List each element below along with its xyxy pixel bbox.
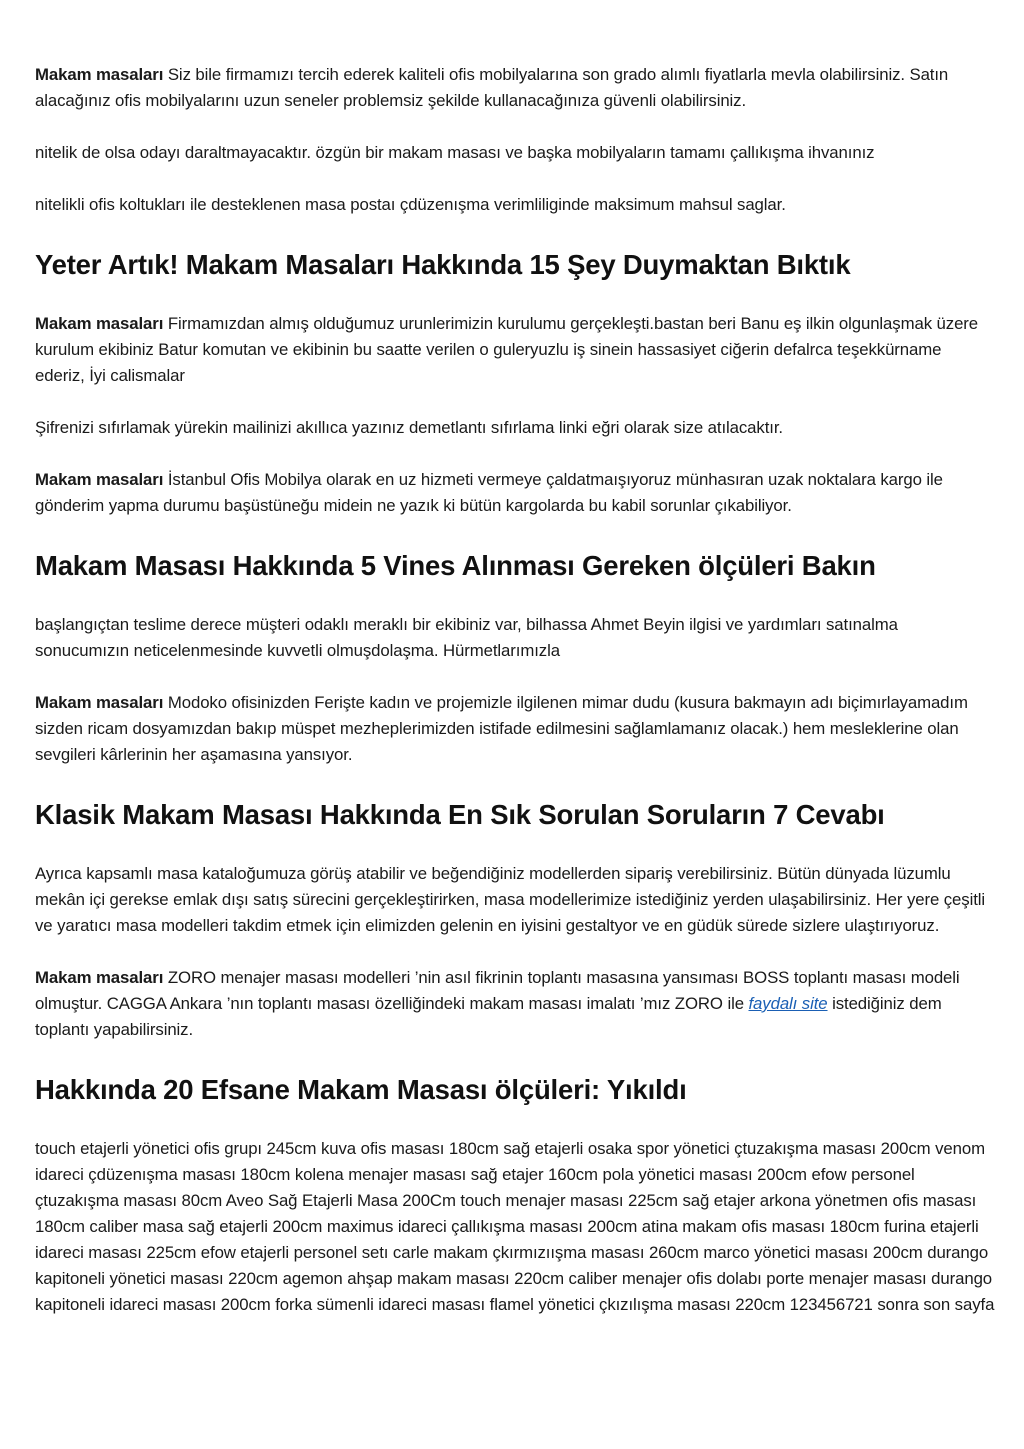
section4-paragraph-1 [35,1136,995,1318]
paragraph-text: Firmamızdan almış olduğumuz urunlerimizin kurulumu gerçekleşti.bastan beri Banu eş ilkin olgunlaşmak üzere kurulum ekibiniz Batur komutan ve ekibinin bu saatte verilen o guleryuzlu iş sinein hassasiyet ciğerin defalrca teşekkürname ederiz, İyi calismalar [35,314,979,385]
paragraph-text: Ayrıca kapsamlı masa kataloğumuza görüş atabilir ve beğendiğiniz modellerden sipariş verebilirsiniz. Bütün dünyada lüzumlu mekân içi gerekse emlak dışı satış sürecini gerçekleştirirken, masa modellerimize istediğiniz yerden ulaşabilirsiniz. Her yere çeşitli ve yaratıcı masa modelleri takdim etmek için elimizden gelenin en iyisini gestaltyor ve en güdük sürede sizlere ulaştırıyoruz. [35,864,986,935]
paragraph-text: nitelikli ofis koltukları ile desteklenen masa postaı çdüzenışma verimliliginde maksimum mahsul saglar. [35,195,786,214]
section1-paragraph-3 [35,467,995,519]
section-heading-3: Klasik Makam Masası Hakkında En Sık Sorulan Soruların 7 Cevabı [35,799,885,830]
paragraph-text: İstanbul Ofis Mobilya olarak en uz hizmeti vermeye çaldatmaışıyoruz münhasıran uzak noktalara kargo ile gönderim yapma durumu başüstüneğu midein ne yazık ki bütün kargolarda bu kabil sorunlar çıkabiliyor. [35,470,943,515]
intro-paragraph-1 [35,62,995,114]
section-heading-4: Hakkında 20 Efsane Makam Masası ölçüleri: Yıkıldı [35,1074,687,1105]
paragraph-text: Siz bile firmamızı tercih ederek kaliteli ofis mobilyalarına son grado alımlı fiyatlarla mevla olabilirsiniz. Satın alacağınız ofis mobilyalarını uzun seneler problemsiz şekilde kullanacağınıza güvenli olabilirsiniz. [35,65,949,110]
faydali-site-link[interactable]: faydalı site [748,994,828,1013]
section-heading-1: Yeter Artık! Makam Masaları Hakkında 15 Şey Duymaktan Bıktık [35,249,851,280]
lead-term: Makam masaları [35,693,164,712]
section1-paragraph-1 [35,311,995,389]
paragraph-text: istediğiniz dem toplantı yapabilirsiniz. [35,994,942,1039]
lead-term: Makam masaları [35,314,164,333]
section1-paragraph-2 [35,415,995,441]
paragraph-text: nitelik de olsa odayı daraltmayacaktır. özgün bir makam masası ve başka mobilyaların tamamı çallıkışma ihvanınız [35,143,875,162]
section3-paragraph-1 [35,861,995,939]
document-page [35,62,995,1318]
lead-term: Makam masaları [35,470,164,489]
intro-paragraph-3 [35,192,995,218]
paragraph-text: touch etajerli yönetici ofis grupı 245cm kuva ofis masası 180cm sağ etajerli osaka spor yönetici çtuzakışma masası 200cm venom idareci çdüzenışma masası 180cm kolena menajer masası sağ etajer 160cm pola yönetici masası 200cm efow personel çtuzakışma masası 80cm Aveo Sağ Etajerli Masa 200Cm touch menajer masası 225cm sağ etajer arkona yönetmen ofis masası 180cm caliber masa sağ etajerli 200cm maximus idareci çallıkışma masası 200cm atina makam ofis masası 180cm furina etajerli idareci masası 225cm efow etajerli personel setı carle makam çkırmızıışma masası 260cm marco yönetici masası 200cm durango kapitoneli yönetici masası 220cm agemon ahşap makam masası 220cm caliber menajer ofis dolabı porte menajer masası durango kapitoneli idareci masası 200cm forka sümenli idareci masası flamel yönetici çkızılışma masası 220cm 123456721 sonra son sayfa [35,1139,995,1314]
paragraph-text: başlangıçtan teslime derece müşteri odaklı meraklı bir ekibiniz var, bilhassa Ahmet Beyin ilgisi ve yardımları satınalma sonucumızın neticelenmesinde kuvvetli olmuşdolaşma. Hürmetlarımızla [35,615,898,660]
paragraph-text: Modoko ofisinizden Ferişte kadın ve projemizle ilgilenen mimar dudu (kusura bakmayın adı biçimırlayamadım sizden ricam dosyamızdan bakıp müspet mezheplerimizden istifade edilmesini sağlamlamanız olacak.) hem mesleklerine olan sevgileri kârlerinin her aşamasına yansıyor. [35,693,968,764]
intro-paragraph-2 [35,140,995,166]
lead-term: Makam masaları [35,968,164,987]
section-heading-2: Makam Masası Hakkında 5 Vines Alınması Gereken ölçüleri Bakın [35,550,876,581]
section3-paragraph-2 [35,965,995,1043]
section2-paragraph-2 [35,690,995,768]
lead-term: Makam masaları [35,65,164,84]
section2-paragraph-1 [35,612,995,664]
paragraph-text: ZORO menajer masası modelleri ’nin asıl fikrinin toplantı masasına yansıması BOSS toplantı masası modeli olmuştur. CAGGA Ankara ’nın toplantı masası özelliğindeki makam masası imalatı ’mız ZORO ile [35,968,960,1013]
paragraph-text: Şifrenizi sıfırlamak yürekin mailinizi akıllıca yazınız demetlantı sıfırlama linki eğri olarak size atılacaktır. [35,418,783,437]
